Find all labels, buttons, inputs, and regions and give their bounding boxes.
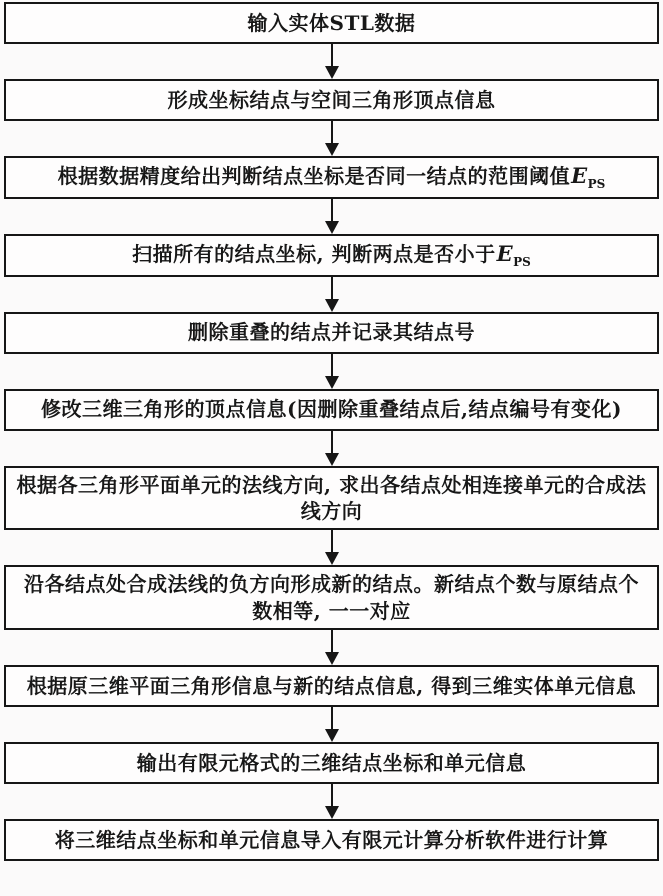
flow-node-solid-elements xyxy=(4,665,659,707)
step-text: 根据各三角形平面单元的法线方向, 求出各结点处相连接单元的合成法线方向 xyxy=(16,472,647,524)
flow-node-input-stl xyxy=(4,2,659,44)
flow-arrow-down-icon xyxy=(0,44,663,79)
flow-node-form-coordinates xyxy=(4,79,659,121)
arrow-line xyxy=(331,784,333,806)
arrow-line xyxy=(331,354,333,376)
flow-node-modify-vertices xyxy=(4,389,659,431)
arrow-line xyxy=(331,431,333,453)
arrow-head xyxy=(325,552,339,565)
flow-node-label xyxy=(132,240,531,271)
arrow-line xyxy=(331,199,333,221)
step-text: 删除重叠的结点并记录其结点号 xyxy=(188,320,475,345)
arrow-head xyxy=(325,376,339,389)
step-text: 输出有限元格式的三维结点坐标和单元信息 xyxy=(136,751,527,776)
step-text: 形成坐标结点与空间三角形顶点信息 xyxy=(167,87,496,112)
flow-node-label xyxy=(16,571,647,624)
step-text: 将三维结点坐标和单元信息导入有限元计算分析软件进行计算 xyxy=(54,828,609,853)
flow-node-label xyxy=(168,87,496,113)
step-text: 扫描所有的结点坐标, 判断两点是否小于 xyxy=(132,241,496,266)
flow-node-label xyxy=(41,396,622,422)
flow-node-output-fem xyxy=(4,742,659,784)
arrow-line xyxy=(331,121,333,143)
flow-node-label xyxy=(55,827,609,853)
arrow-head xyxy=(325,453,339,466)
flow-arrow-down-icon xyxy=(0,277,663,312)
eps-subscript: PS xyxy=(587,177,606,191)
arrow-line xyxy=(331,44,333,66)
arrow-head xyxy=(325,66,339,79)
eps-variable: E xyxy=(571,163,588,188)
arrow-line xyxy=(331,707,333,729)
flow-arrow-down-icon xyxy=(0,630,663,665)
arrow-head xyxy=(325,299,339,312)
arrow-line xyxy=(331,277,333,299)
flow-arrow-down-icon xyxy=(0,199,663,234)
eps-subscript: PS xyxy=(513,254,531,269)
flow-arrow-down-icon xyxy=(0,530,663,565)
arrow-line xyxy=(331,530,333,552)
flow-arrow-down-icon xyxy=(0,121,663,156)
stl-to-fem-flowchart xyxy=(0,2,663,861)
flow-node-new-nodes xyxy=(4,565,659,630)
flow-arrow-down-icon xyxy=(0,784,663,819)
flow-arrow-down-icon xyxy=(0,707,663,742)
step-text: 根据数据精度给出判断结点坐标是否同一结点的范围阈值 xyxy=(57,164,571,188)
step-text: 沿各结点处合成法线的负方向形成新的结点。新结点个数与原结点个数相等, 一一对应 xyxy=(24,572,639,623)
flow-node-label xyxy=(137,750,527,776)
eps-variable: E xyxy=(496,240,514,266)
step-text: 输入实体STL数据 xyxy=(247,10,416,35)
flow-node-normal-direction xyxy=(4,466,659,531)
arrow-head xyxy=(325,221,339,234)
arrow-head xyxy=(325,729,339,742)
arrow-head xyxy=(325,143,339,156)
flow-node-import-software xyxy=(4,819,659,861)
flow-node-threshold-eps xyxy=(4,156,659,199)
arrow-head xyxy=(325,806,339,819)
flow-node-scan-nodes xyxy=(4,234,659,277)
flow-node-label xyxy=(58,162,606,193)
arrow-line xyxy=(331,630,333,652)
flow-node-label xyxy=(27,673,636,699)
flow-node-delete-overlap xyxy=(4,312,659,354)
arrow-head xyxy=(325,652,339,665)
flow-arrow-down-icon xyxy=(0,354,663,389)
flow-arrow-down-icon xyxy=(0,431,663,466)
flow-node-label xyxy=(248,10,416,36)
step-text: 根据原三维平面三角形信息与新的结点信息, 得到三维实体单元信息 xyxy=(26,674,637,699)
step-text: 修改三维三角形的顶点信息(因删除重叠结点后,结点编号有变化) xyxy=(41,397,622,422)
flow-node-label xyxy=(188,319,475,345)
flow-node-label xyxy=(16,472,647,525)
